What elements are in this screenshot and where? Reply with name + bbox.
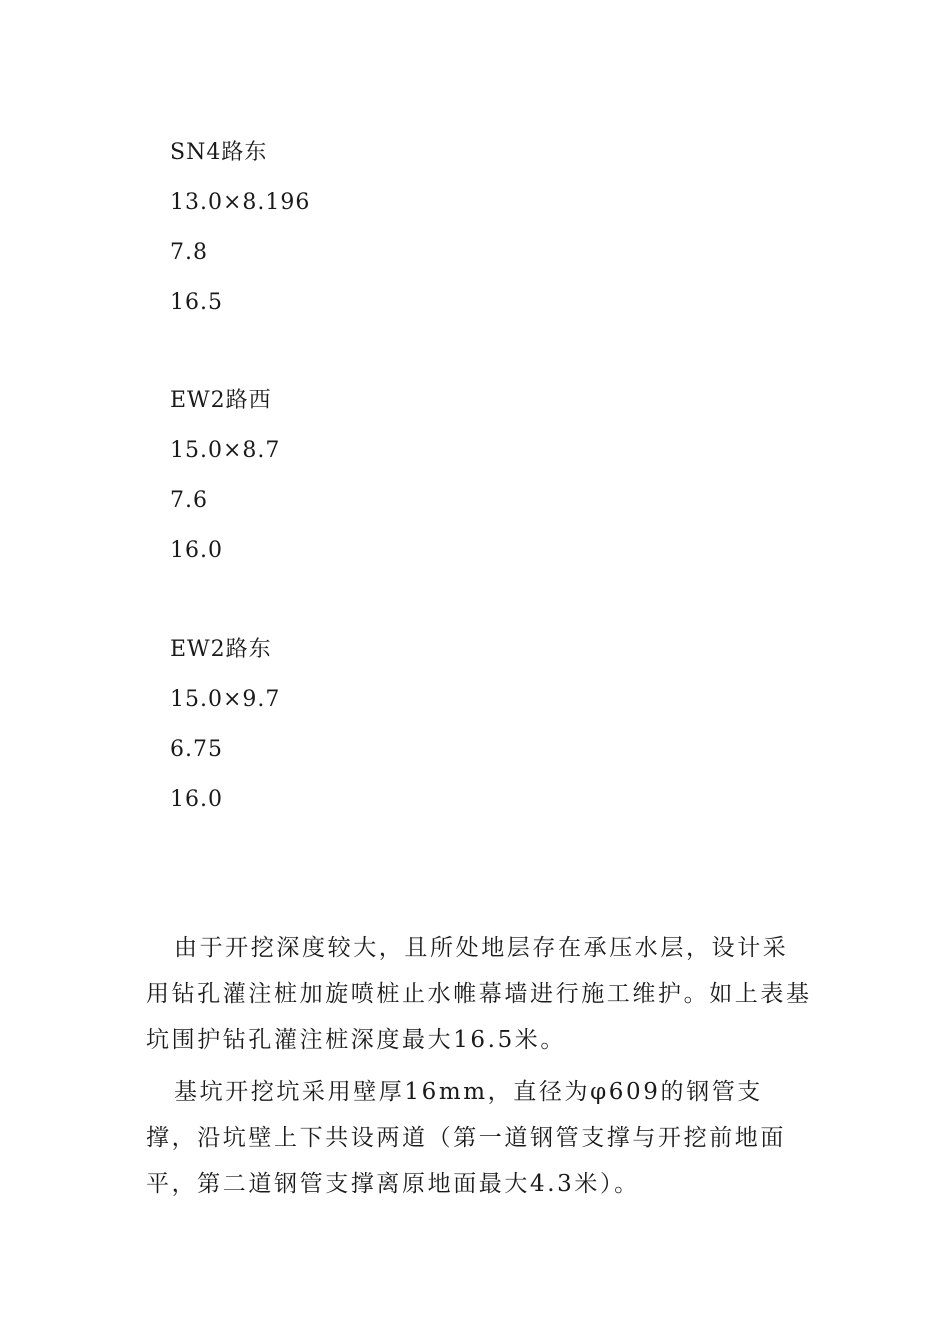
row-dimensions: 15.0×8.7 xyxy=(170,438,281,463)
row-value-a: 6.75 xyxy=(170,737,223,762)
row-value-a: 7.6 xyxy=(170,488,208,513)
row-value-b: 16.5 xyxy=(170,290,223,315)
table-row xyxy=(170,128,310,328)
row-section-name: EW2路西 xyxy=(170,388,272,413)
paragraph-steel-support: 基坑开挖坑采用壁厚16mm，直径为φ609的钢管支撑，沿坑壁上下共设两道（第一道钢管支撑与开挖前地面平，第二道钢管支撑离原地面最大4.3米）。 xyxy=(146,1079,786,1197)
body-text xyxy=(146,925,812,1207)
row-dimensions: 15.0×9.7 xyxy=(170,687,281,712)
row-value-a: 7.8 xyxy=(170,240,208,265)
row-dimensions: 13.0×8.196 xyxy=(170,190,311,215)
row-section-name: SN4路东 xyxy=(170,140,268,165)
row-value-b: 16.0 xyxy=(170,538,223,563)
row-value-b: 16.0 xyxy=(170,787,223,812)
table-row xyxy=(170,376,280,576)
table-row xyxy=(170,625,280,825)
paragraph-retaining-design: 由于开挖深度较大，且所处地层存在承压水层，设计采用钻孔灌注桩加旋喷桩止水帷幕墙进行施工维护。如上表基坑围护钻孔灌注桩深度最大16.5米。 xyxy=(146,935,812,1053)
row-section-name: EW2路东 xyxy=(170,637,272,662)
